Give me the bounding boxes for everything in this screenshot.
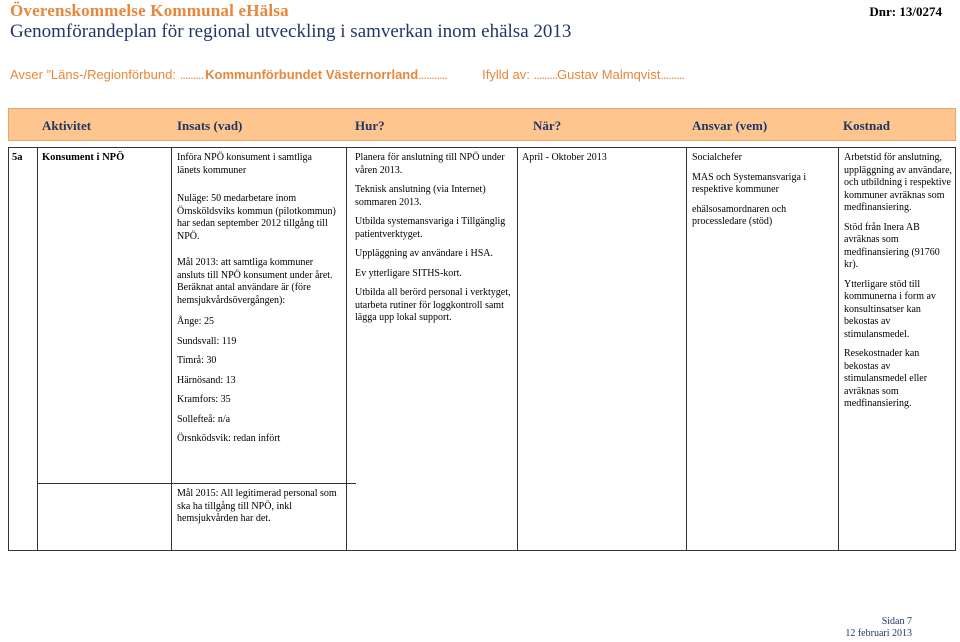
row-divider	[37, 483, 356, 484]
column-divider	[37, 147, 38, 551]
insats-nulage: Nuläge: 50 medarbetare inom Örnsköldsviks kommun (pilotkommun) har sedan september 2012 tillgång till NPÖ.	[177, 193, 336, 242]
column-divider	[686, 147, 687, 551]
cell-insats	[177, 152, 337, 453]
hur-step: Teknisk anslutning (via Internet) sommaren 2013.	[355, 184, 486, 208]
dots-leader: .........	[533, 67, 557, 82]
kostnad-item: Stöd från Inera AB avräknas som medfinansiering (91760 kr).	[844, 221, 940, 270]
insats-count-kramfors: Kramfors: 35	[177, 394, 231, 405]
table-header-row	[8, 108, 956, 141]
insats-count-solleftea: Sollefteå: n/a	[177, 413, 231, 425]
cell-ansvar	[692, 152, 832, 236]
form-line	[10, 67, 684, 82]
nar-period: April - Oktober 2013	[522, 152, 607, 163]
header-aktivitet: Aktivitet	[42, 118, 92, 133]
hur-step: Utbilda all berörd personal i verktyget, utarbeta rutiner för loggkontroll samt lägga upp lokal support.	[355, 287, 511, 323]
column-divider	[171, 147, 172, 551]
kostnad-item: Arbetstid för anslutning, uppläggning av användare, och utbildning i respektive kommuner avräknas som medfinansiering.	[844, 152, 953, 213]
insats-mal-2015: Mål 2015: All legitimerad personal som ska ha tillgång till NPÖ, inkl hemsjukvården har det.	[177, 488, 337, 524]
insats-intro: Införa NPÖ konsument i samtliga länets kommuner	[177, 152, 312, 176]
header-nar: När?	[533, 118, 562, 133]
footer-date: 12 februari 2013	[845, 628, 912, 639]
ifylld-label: Ifylld av:	[482, 67, 530, 82]
hur-step: Ev ytterligare SITHS-kort.	[355, 267, 462, 279]
cell-insats-goal-2015	[177, 488, 337, 533]
ansvar-item: Socialchefer	[692, 152, 742, 163]
cell-kostnad	[844, 152, 954, 418]
dots-leader: .........	[660, 67, 684, 82]
header-hur: Hur?	[355, 118, 385, 133]
ifylld-value: Gustav Malmqvist	[557, 67, 661, 82]
cell-hur	[355, 152, 511, 332]
cell-aktivitet: Konsument i NPÖ	[42, 152, 125, 163]
header-kostnad: Kostnad	[843, 118, 890, 133]
hur-step: Planera för anslutning till NPÖ under våren 2013.	[355, 152, 505, 176]
kostnad-item: Resekostnader kan bekostas av stimulansmedel eller avräknas som medfinansiering.	[844, 348, 928, 409]
organization-name: Överenskommelse Kommunal eHälsa	[10, 1, 289, 20]
column-divider	[517, 147, 518, 551]
hur-step: Uppläggning av användare i HSA.	[355, 248, 494, 259]
page-number: Sidan 7	[881, 616, 912, 627]
insats-count-sundsvall: Sundsvall: 119	[177, 335, 237, 347]
kostnad-item: Ytterligare stöd till kommunerna i form av konsultinsatser kan bekostas av stimulansmedel.	[844, 278, 936, 340]
avser-value: Kommunförbundet Västernorrland	[205, 67, 419, 82]
dots-leader: ...........	[418, 67, 447, 82]
row-number: 5a	[12, 152, 23, 163]
hur-step: Utbilda systemansvariga i Tillgänglig patientverktyget.	[355, 216, 506, 240]
header-ansvar: Ansvar (vem)	[692, 118, 768, 133]
avser-label: Avser ”Läns-/Regionförbund:	[10, 67, 176, 82]
page-footer	[845, 616, 912, 640]
ansvar-item: MAS och Systemansvariga i respektive kommuner	[692, 171, 807, 195]
dots-leader: .........	[179, 67, 204, 82]
header-insats: Insats (vad)	[177, 118, 243, 133]
document-title: Genomförandeplan för regional utveckling i samverkan inom ehälsa 2013	[10, 21, 572, 42]
insats-count-ornskoldsvik: Örsnködsvik: redan infört	[177, 433, 281, 444]
insats-mal-2013: Mål 2013: att samtliga kommuner ansluts till NPÖ konsument under året. Beräknat antal användare är (före hemsjukvårdsövergången):	[177, 257, 333, 306]
insats-count-harnosand: Härnösand: 13	[177, 374, 236, 386]
insats-count-ange: Ånge: 25	[177, 316, 214, 327]
insats-count-timra: Timrå: 30	[177, 355, 217, 366]
column-divider	[346, 147, 347, 551]
diarienummer: Dnr: 13/0274	[869, 4, 942, 19]
ansvar-item: ehälsosamordnaren och processledare (stöd)	[692, 203, 787, 227]
cell-nar	[522, 152, 682, 172]
column-divider	[838, 147, 839, 551]
